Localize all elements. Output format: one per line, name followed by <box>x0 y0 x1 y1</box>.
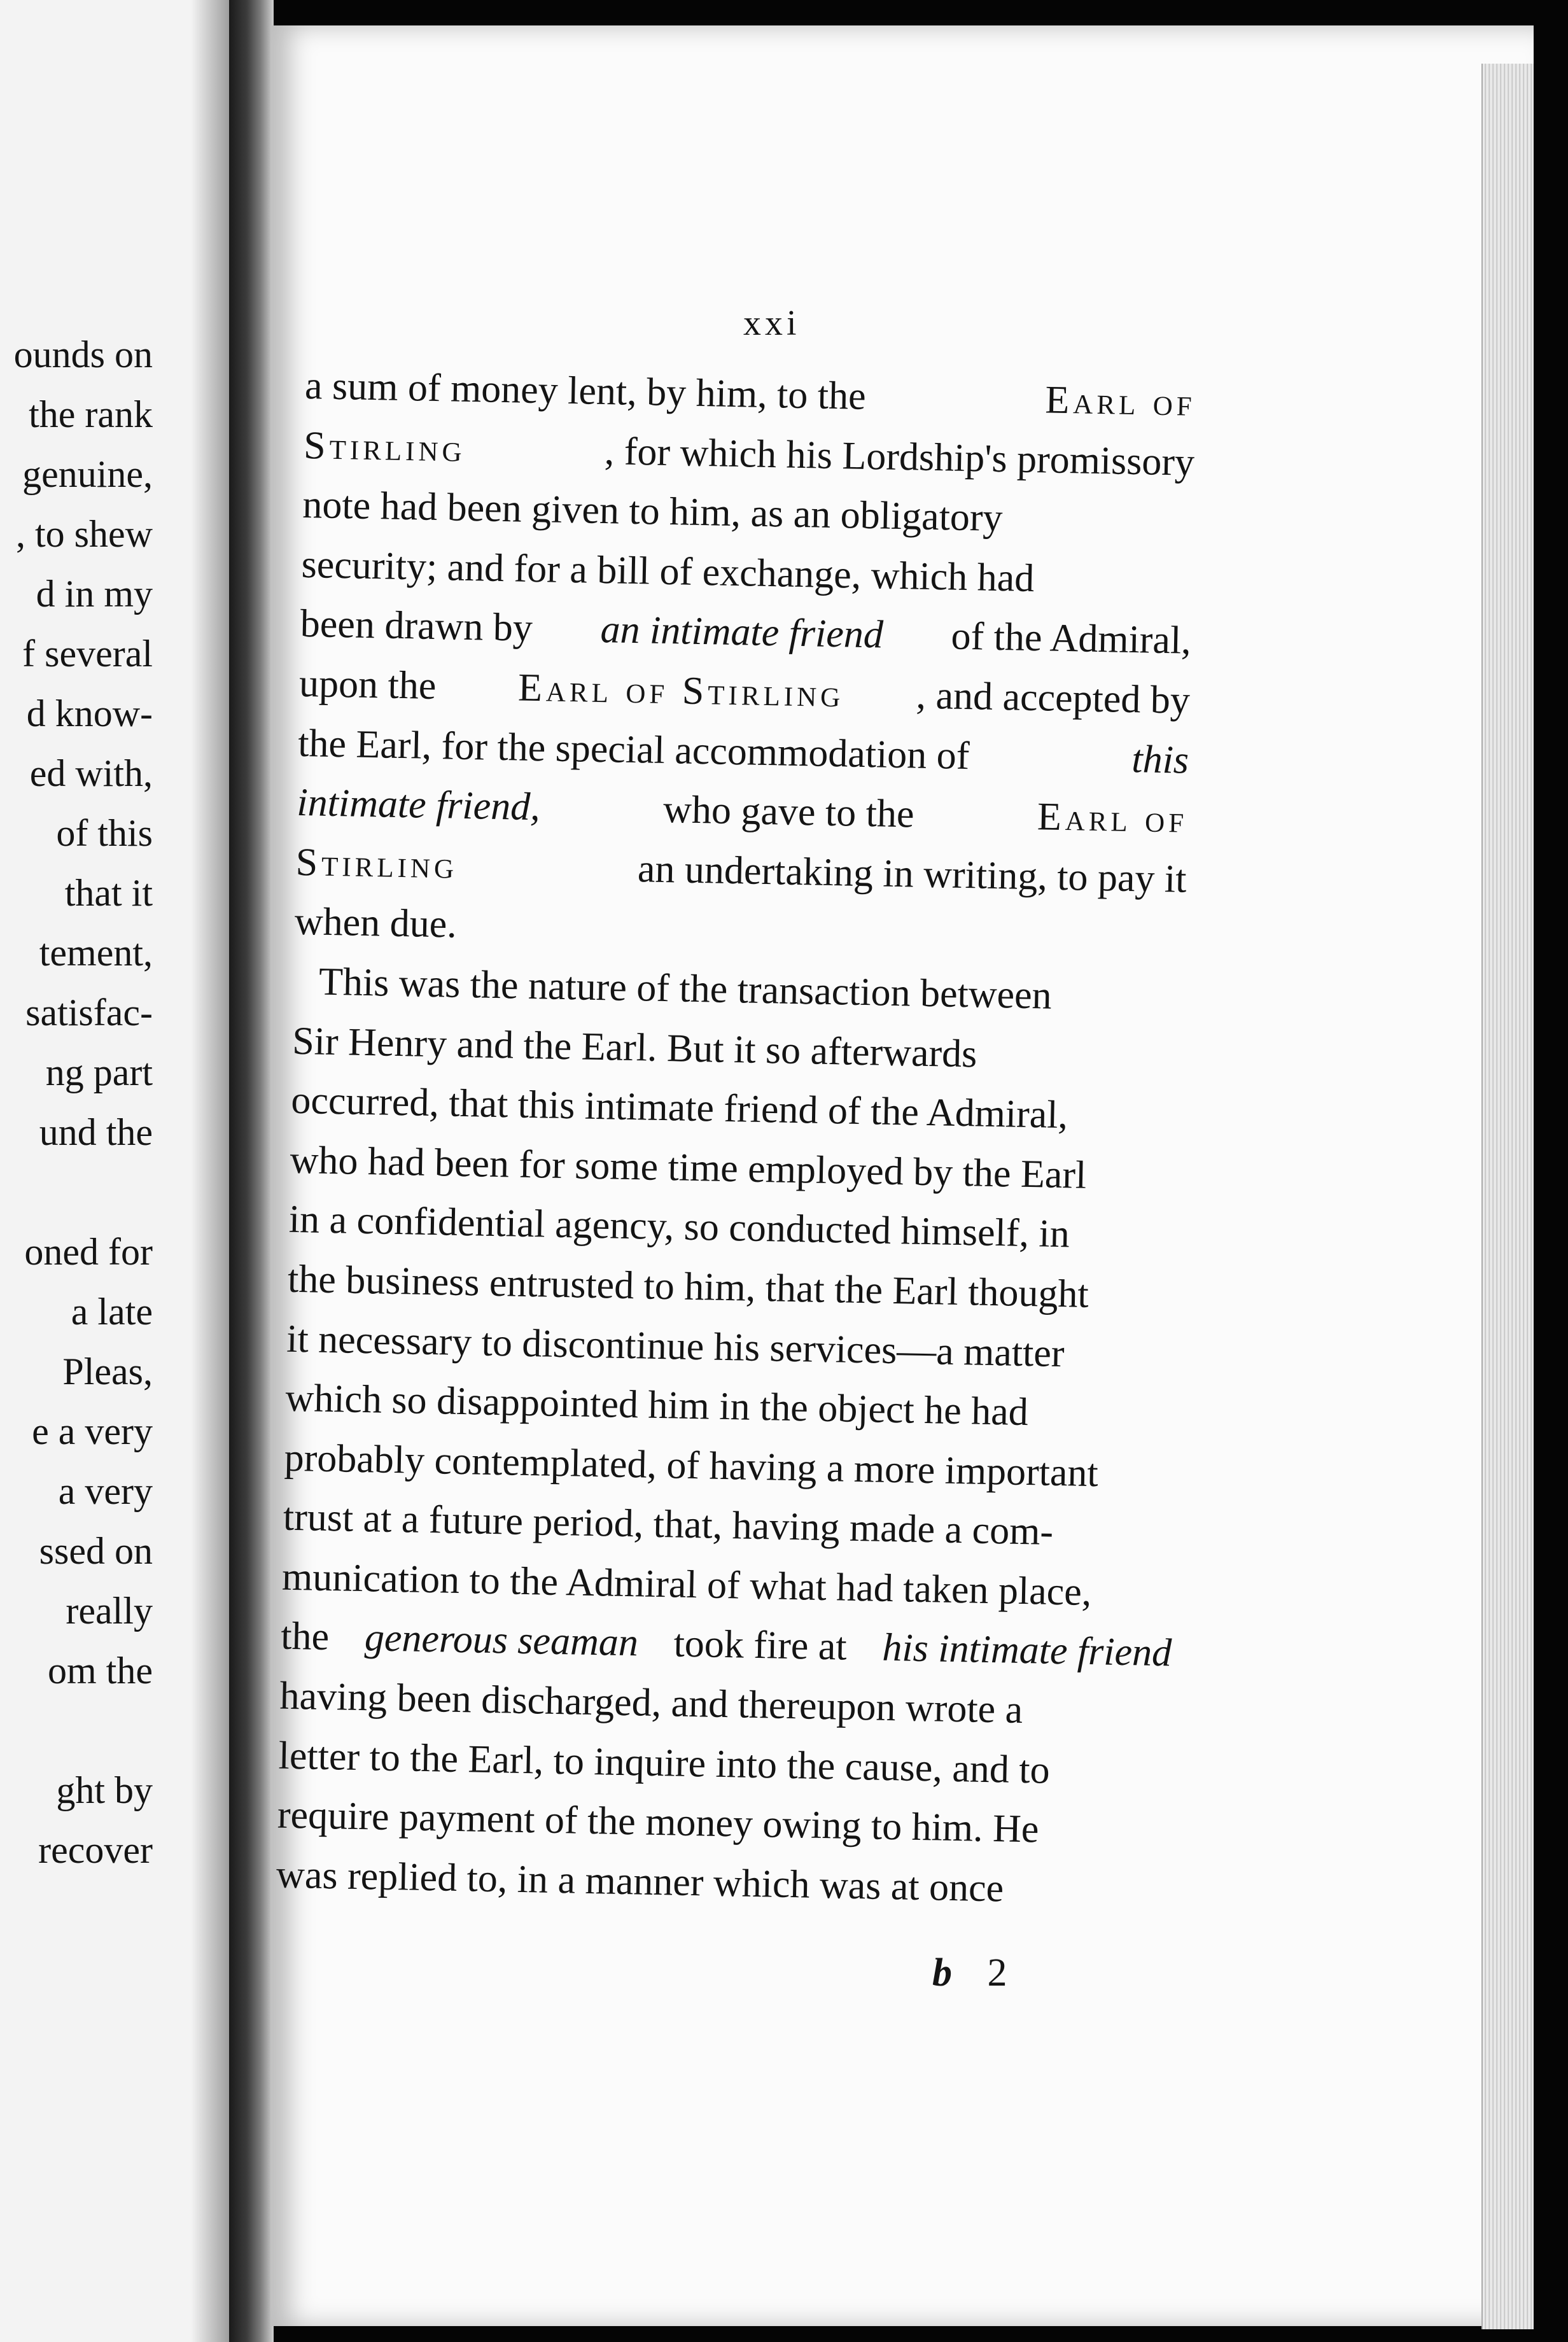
text-segment: Sir Henry and the Earl. But it so afterwards <box>291 1019 977 1076</box>
left-page-line: satisfac- <box>25 992 153 1034</box>
text-segment: occurred, that this intimate friend of the Admiral, <box>290 1078 1068 1137</box>
text-segment: the Earl, for the special accommodation of <box>297 721 980 778</box>
book-gutter <box>229 0 274 2342</box>
left-page-line <box>0 1162 153 1222</box>
text-segment: of the Admiral, <box>941 614 1192 663</box>
signature-number: 2 <box>987 1951 1020 1995</box>
left-page-line: the rank <box>29 393 153 435</box>
text-segment: who gave to the <box>653 787 925 836</box>
text-segment: note had been given to him, as an obligatory <box>302 483 1004 540</box>
text-segment: security; and for a bill of exchange, which had <box>301 542 1035 600</box>
small-caps-phrase: Earl of Stirling <box>517 666 844 716</box>
left-page-line: ng part <box>45 1051 153 1093</box>
text-segment: took fire at <box>663 1622 857 1669</box>
left-page-line <box>0 1700 153 1760</box>
text-segment: which so disappointed him in the object he had <box>284 1376 1029 1434</box>
text-segment: who had been for some time employed by the Earl <box>290 1138 1087 1197</box>
text-segment: upon the <box>298 661 447 708</box>
text-segment: when due. <box>294 900 458 947</box>
left-page-line: d know- <box>26 692 153 734</box>
body-text <box>276 356 1196 1922</box>
small-caps-phrase: Earl of <box>1037 795 1188 841</box>
text-segment: probably contemplated, of having a more important <box>284 1436 1099 1495</box>
left-page-line: that it <box>64 872 153 914</box>
italic-phrase: an intimate friend <box>599 608 884 657</box>
text-segment: it necessary to discontinue his services—a matter <box>286 1317 1065 1375</box>
left-page-line: und the <box>39 1111 153 1153</box>
text-segment: having been discharged, and thereupon wrote a <box>279 1674 1023 1732</box>
text-segment: a sum of money lent, by him, to the <box>304 363 876 419</box>
left-page-line: ounds on <box>13 333 153 375</box>
left-page-line: recover <box>38 1829 153 1871</box>
small-caps-phrase: Earl of <box>1044 378 1196 424</box>
signature-mark <box>932 1951 1020 1996</box>
text-segment: letter to the Earl, to inquire into the cause, and to <box>278 1734 1051 1792</box>
left-page-line: genuine, <box>22 453 153 495</box>
text-segment: in a confidential agency, so conducted himself, in <box>288 1198 1070 1256</box>
text-segment: , for which his Lordship's promissory <box>604 429 1195 484</box>
small-caps-phrase: Stirling <box>295 840 458 887</box>
page-number: xxi <box>743 304 801 343</box>
left-page-line: of this <box>56 812 153 854</box>
left-page-shadow <box>191 0 229 2342</box>
italic-phrase: intimate friend, <box>296 781 541 829</box>
italic-phrase: this <box>1131 737 1189 782</box>
left-page-line: Pleas, <box>62 1350 153 1392</box>
left-page-line: d in my <box>36 573 153 615</box>
left-page-line: om the <box>48 1650 153 1692</box>
text-segment: This was the nature of the transaction between <box>318 960 1053 1018</box>
left-page-line: ssed on <box>39 1530 153 1572</box>
text-segment: require payment of the money owing to him. He <box>277 1793 1040 1851</box>
left-page-line: really <box>66 1590 153 1632</box>
left-page-line: ght by <box>56 1769 153 1811</box>
text-segment: been drawn by <box>300 602 543 650</box>
left-page-line: ed with, <box>29 752 153 794</box>
left-page <box>0 0 229 2342</box>
italic-phrase: his intimate friend <box>881 1626 1172 1675</box>
left-page-line: oned for <box>24 1231 153 1273</box>
left-page-line: , to shew <box>16 513 153 555</box>
text-segment: the <box>280 1615 340 1659</box>
left-page-line: e a very <box>32 1410 153 1452</box>
text-segment: trust at a future period, that, having made a com- <box>283 1495 1054 1554</box>
text-segment: the business entrusted to him, that the Earl thought <box>287 1257 1089 1316</box>
small-caps-phrase: Stirling <box>303 423 466 470</box>
text-segment: an undertaking in writing, to pay it <box>627 846 1187 901</box>
left-page-line: a late <box>71 1291 153 1333</box>
text-segment: , and accepted by <box>915 673 1191 722</box>
left-page-text <box>0 325 153 1880</box>
left-page-line: tement, <box>39 932 153 974</box>
italic-phrase: generous seaman <box>364 1616 639 1665</box>
text-segment: was replied to, in a manner which was at once <box>276 1853 1004 1911</box>
left-page-line: f several <box>22 633 153 675</box>
left-page-line: a very <box>58 1470 153 1512</box>
text-segment: munication to the Admiral of what had taken place, <box>281 1555 1092 1614</box>
signature-letter: b <box>932 1951 965 1995</box>
page-edge <box>1481 64 1534 2329</box>
